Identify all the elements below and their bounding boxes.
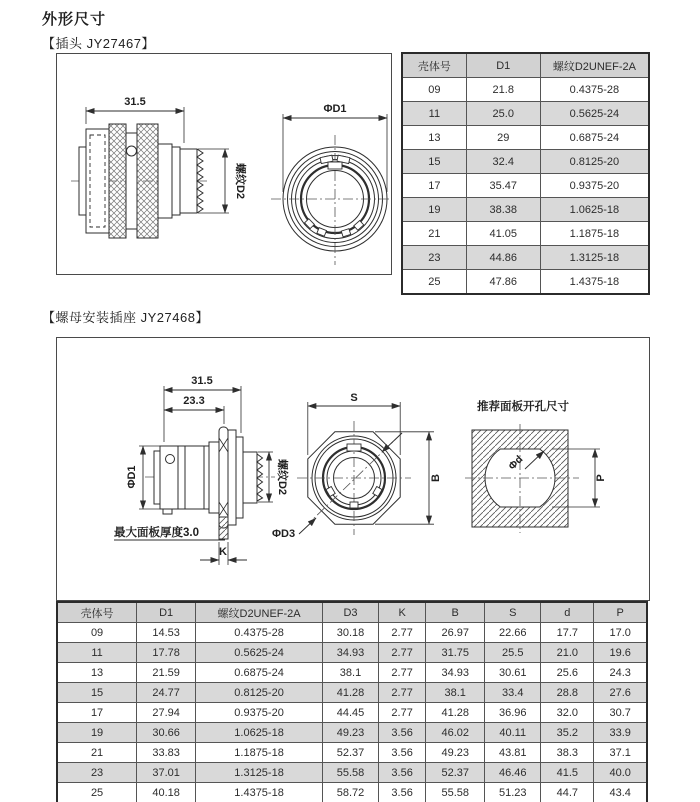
cell: 32.0	[541, 703, 594, 723]
column-header: D1	[466, 53, 540, 78]
page-title: 外形尺寸	[42, 11, 107, 28]
dim-31-5-outer-label: 31.5	[191, 375, 213, 387]
cell: 3.56	[379, 723, 426, 743]
cell: 15	[57, 683, 137, 703]
cell: 25	[402, 270, 466, 295]
cell: 40.11	[485, 723, 541, 743]
cell: 33.9	[594, 723, 647, 743]
cell: 09	[57, 623, 137, 643]
table-row	[402, 78, 649, 102]
cell: 1.0625-18	[196, 723, 323, 743]
column-header: 壳体号	[402, 53, 466, 78]
cell: 1.1875-18	[196, 743, 323, 763]
cell: 2.77	[379, 663, 426, 683]
cell: 13	[57, 663, 137, 683]
table-row	[57, 763, 647, 783]
column-header: K	[379, 602, 426, 623]
cell: 28.8	[541, 683, 594, 703]
cell: 35.2	[541, 723, 594, 743]
cell: 2.77	[379, 643, 426, 663]
cell: 17	[57, 703, 137, 723]
dim-d1-label: ΦD1	[323, 103, 347, 115]
cell: 51.23	[485, 783, 541, 802]
cell: 2.77	[379, 623, 426, 643]
cell: 38.38	[466, 198, 540, 222]
cell: 49.23	[322, 723, 378, 743]
receptacle-drawing-box	[56, 337, 650, 601]
cell: 23	[402, 246, 466, 270]
cell: 34.93	[426, 663, 485, 683]
table-row	[57, 783, 647, 802]
cell: 29	[466, 126, 540, 150]
cell: 32.4	[466, 150, 540, 174]
cell: 3.56	[379, 743, 426, 763]
dim-thread-d2-label: 螺纹D2	[234, 162, 246, 200]
table-row	[57, 663, 647, 683]
cell: 46.46	[485, 763, 541, 783]
cell: 19.6	[594, 643, 647, 663]
dim-phi-d-label: Φd	[506, 453, 526, 473]
cell: 0.4375-28	[540, 78, 649, 102]
table-row	[402, 102, 649, 126]
cell: 52.37	[426, 763, 485, 783]
cell: 30.66	[137, 723, 196, 743]
cell: 55.58	[426, 783, 485, 802]
cell: 21	[402, 222, 466, 246]
cell: 38.1	[322, 663, 378, 683]
cell: 55.58	[322, 763, 378, 783]
cell: 23	[57, 763, 137, 783]
cell: 17.7	[541, 623, 594, 643]
cell: 1.4375-18	[196, 783, 323, 802]
cell: 1.3125-18	[196, 763, 323, 783]
cell: 38.1	[426, 683, 485, 703]
column-header: S	[485, 602, 541, 623]
section1-label: 【插头 JY27467】	[42, 36, 155, 51]
cell: 0.9375-20	[196, 703, 323, 723]
cell: 2.77	[379, 703, 426, 723]
column-header: 壳体号	[57, 602, 137, 623]
cell: 0.5625-24	[540, 102, 649, 126]
cell: 58.72	[322, 783, 378, 802]
cell: 41.28	[426, 703, 485, 723]
cell: 25.5	[485, 643, 541, 663]
cell: 24.3	[594, 663, 647, 683]
cell: 30.18	[322, 623, 378, 643]
table-row	[57, 723, 647, 743]
cell: 0.8125-20	[540, 150, 649, 174]
cell: 22.66	[485, 623, 541, 643]
cell: 21	[57, 743, 137, 763]
cell: 49.23	[426, 743, 485, 763]
table-row	[57, 743, 647, 763]
cell: 44.86	[466, 246, 540, 270]
cell: 47.86	[466, 270, 540, 295]
header-row	[57, 602, 647, 623]
cell: 38.3	[541, 743, 594, 763]
cell: 44.7	[541, 783, 594, 802]
panel-thickness-note: 最大面板厚度3.0	[114, 527, 199, 539]
cell: 0.6875-24	[196, 663, 323, 683]
dim-k-label: K	[219, 546, 227, 558]
cell: 37.1	[594, 743, 647, 763]
cell: 43.81	[485, 743, 541, 763]
cell: 21.8	[466, 78, 540, 102]
table-row	[402, 126, 649, 150]
column-header: 螺纹D2UNEF-2A	[540, 53, 649, 78]
cell: 09	[402, 78, 466, 102]
cell: 1.1875-18	[540, 222, 649, 246]
cell: 25	[57, 783, 137, 802]
cutout-title: 推荐面板开孔尺寸	[477, 401, 569, 413]
dim-p-label: P	[595, 474, 607, 482]
table-row	[402, 150, 649, 174]
dim-s-label: S	[350, 392, 358, 404]
cell: 31.75	[426, 643, 485, 663]
cell: 27.94	[137, 703, 196, 723]
dim-31-5-label: 31.5	[124, 96, 146, 108]
cell: 21.59	[137, 663, 196, 683]
cell: 17.78	[137, 643, 196, 663]
cell: 15	[402, 150, 466, 174]
cell: 41.28	[322, 683, 378, 703]
cell: 14.53	[137, 623, 196, 643]
cell: 13	[402, 126, 466, 150]
receptacle-drawing	[57, 338, 649, 600]
table-row	[57, 683, 647, 703]
cell: 1.4375-18	[540, 270, 649, 295]
cell: 35.47	[466, 174, 540, 198]
cell: 37.01	[137, 763, 196, 783]
cell: 11	[57, 643, 137, 663]
table-row	[402, 246, 649, 270]
cell: 0.4375-28	[196, 623, 323, 643]
section2-label: 【螺母安装插座 JY27468】	[42, 310, 209, 325]
cell: 40.18	[137, 783, 196, 802]
column-header: 螺纹D2UNEF-2A	[196, 602, 323, 623]
column-header: D1	[137, 602, 196, 623]
column-header: P	[594, 602, 647, 623]
cell: 33.83	[137, 743, 196, 763]
cell: 40.0	[594, 763, 647, 783]
cell: 33.4	[485, 683, 541, 703]
cell: 0.8125-20	[196, 683, 323, 703]
cell: 36.96	[485, 703, 541, 723]
dim-d3-label: ΦD3	[272, 528, 296, 540]
cell: 24.77	[137, 683, 196, 703]
cell: 3.56	[379, 763, 426, 783]
cell: 17.0	[594, 623, 647, 643]
cell: 52.37	[322, 743, 378, 763]
column-header: D3	[322, 602, 378, 623]
plug-drawing-box	[56, 53, 392, 275]
cell: 2.77	[379, 683, 426, 703]
plug-spec-table	[401, 52, 650, 295]
cell: 3.56	[379, 783, 426, 802]
cell: 0.9375-20	[540, 174, 649, 198]
column-header: d	[541, 602, 594, 623]
table-row	[57, 703, 647, 723]
cell: 11	[402, 102, 466, 126]
receptacle-spec-table	[56, 601, 648, 802]
cell: 27.6	[594, 683, 647, 703]
table-row	[57, 623, 647, 643]
cell: 25.0	[466, 102, 540, 126]
table-row	[402, 270, 649, 295]
cell: 21.0	[541, 643, 594, 663]
cell: 0.5625-24	[196, 643, 323, 663]
cell: 44.45	[322, 703, 378, 723]
cell: 0.6875-24	[540, 126, 649, 150]
cell: 41.05	[466, 222, 540, 246]
cell: 30.7	[594, 703, 647, 723]
table-row	[402, 198, 649, 222]
table-row	[57, 643, 647, 663]
cell: 1.3125-18	[540, 246, 649, 270]
cell: 1.0625-18	[540, 198, 649, 222]
cell: 34.93	[322, 643, 378, 663]
header-row	[402, 53, 649, 78]
dim-b-label: B	[430, 474, 442, 482]
dim-thread-d2-label: 螺纹D2	[276, 458, 288, 496]
cell: 25.6	[541, 663, 594, 683]
cell: 19	[57, 723, 137, 743]
dim-23-3-label: 23.3	[183, 395, 205, 407]
cell: 41.5	[541, 763, 594, 783]
dim-d1-label: ΦD1	[126, 465, 138, 489]
cell: 19	[402, 198, 466, 222]
cell: 43.4	[594, 783, 647, 802]
plug-drawing	[57, 54, 391, 274]
cell: 30.61	[485, 663, 541, 683]
cell: 17	[402, 174, 466, 198]
table-row	[402, 222, 649, 246]
column-header: B	[426, 602, 485, 623]
cell: 26.97	[426, 623, 485, 643]
table-row	[402, 174, 649, 198]
cell: 46.02	[426, 723, 485, 743]
